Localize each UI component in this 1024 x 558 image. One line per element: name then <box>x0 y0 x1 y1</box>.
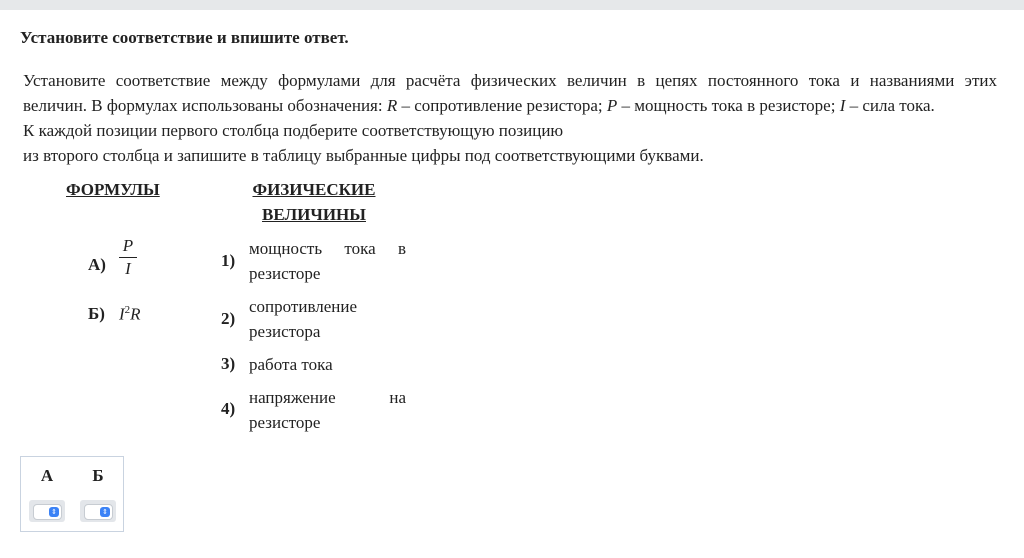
formula-a-denominator: I <box>125 259 131 278</box>
answer-select-a[interactable] <box>29 500 65 522</box>
formula-a-letter: А) <box>88 255 106 274</box>
task-text <box>23 68 997 168</box>
task-line-1: Установите соответствие между формулами для расчёта физических величин в цепях постоянного тока и названиями этих <box>23 71 997 90</box>
quantity-3-number: 3) <box>221 354 236 373</box>
task-line-2: величин. В формулах использованы обозначения: R – сопротивление резистора; P – мощность тока в резисторе; I – сила тока. <box>23 96 935 115</box>
quantity-2-number: 2) <box>221 309 236 328</box>
quantity-1: мощность тока в резисторе <box>249 239 406 283</box>
quantity-4: напряжение на резисторе <box>249 388 406 432</box>
quantity-3: работа тока <box>249 355 333 374</box>
select-arrows-icon: ⇕ <box>100 507 110 517</box>
quantity-2: сопротивление резистора <box>249 297 358 341</box>
answer-table <box>20 456 124 532</box>
quantities-header: ФИЗИЧЕСКИЕ ВЕЛИЧИНЫ <box>252 180 376 224</box>
quantity-4-number: 4) <box>221 399 236 418</box>
answer-column-b: Б <box>92 466 104 485</box>
fraction-bar <box>119 257 137 258</box>
instruction-heading: Установите соответствие и впишите ответ. <box>20 28 349 47</box>
formula-a-fraction <box>119 236 137 279</box>
formulas-header: ФОРМУЛЫ <box>66 180 160 199</box>
formula-a-numerator: P <box>122 236 134 255</box>
formula-b-letter: Б) <box>88 304 105 323</box>
answer-select-b[interactable] <box>80 500 116 522</box>
task-line-4: из второго столбца и запишите в таблицу выбранные цифры под соответствующими буквами. <box>23 146 704 165</box>
task-line-3: К каждой позиции первого столбца подберите соответствующую позицию <box>23 121 564 140</box>
top-bar <box>0 0 1024 10</box>
answer-column-a: А <box>40 466 54 485</box>
formula-b: $I^2R$ <box>119 304 141 324</box>
select-arrows-icon: ⇕ <box>49 507 59 517</box>
quantity-1-number: 1) <box>221 251 236 270</box>
